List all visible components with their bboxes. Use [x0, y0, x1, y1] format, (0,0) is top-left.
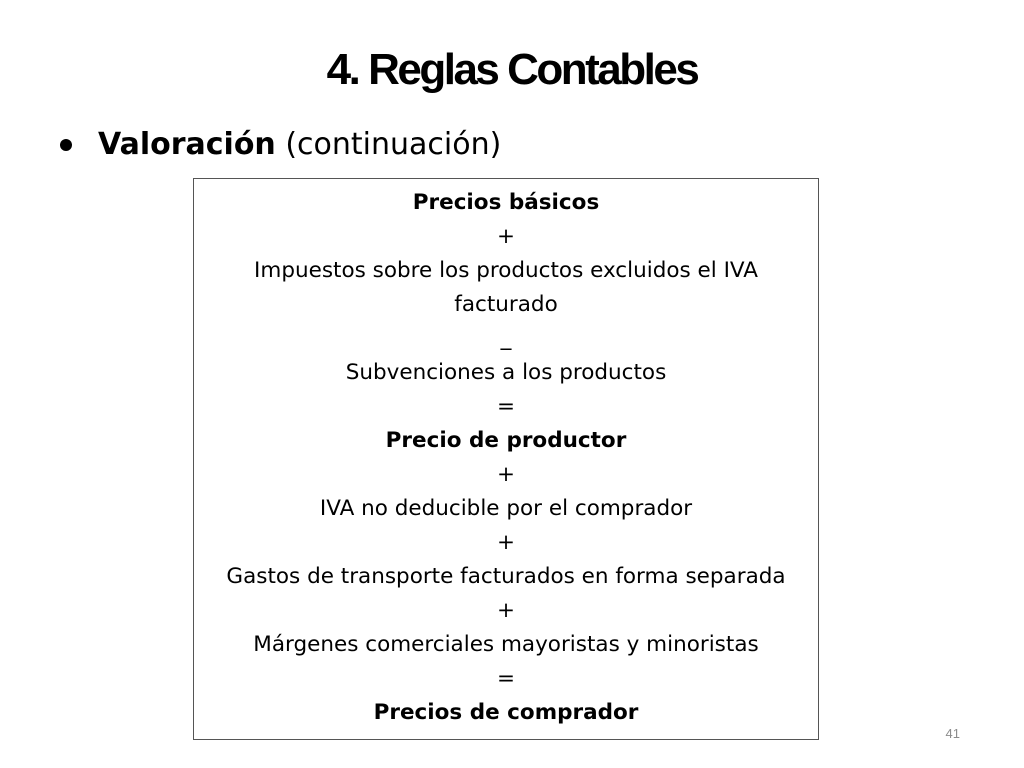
formula-operator: =: [496, 666, 515, 691]
bullet-item: [60, 120, 501, 170]
slide-title: 4. Reglas Contables: [326, 45, 698, 94]
formula-line: Precios básicos: [412, 190, 600, 215]
formula-operator: +: [496, 224, 515, 249]
formula-line: Precios de comprador: [373, 700, 639, 725]
formula-operator: +: [496, 530, 515, 555]
bullet-rest-text: (continuación): [285, 127, 502, 162]
bullet-dot-icon: [60, 139, 72, 151]
formula-line: Precio de productor: [385, 428, 627, 453]
formula-line: Subvenciones a los productos: [345, 360, 667, 385]
formula-line: facturado: [454, 292, 558, 317]
formula-operator: =: [496, 394, 515, 419]
formula-line: Gastos de transporte facturados en forma separada: [226, 564, 786, 589]
formula-operator: +: [496, 598, 515, 623]
bullet-space: [276, 120, 286, 170]
formula-line: Márgenes comerciales mayoristas y minoristas: [253, 632, 759, 657]
bullet-strong-text: Valoración: [98, 127, 276, 162]
formula-line: Impuestos sobre los productos excluidos el IVA: [254, 258, 758, 283]
formula-operator: +: [496, 462, 515, 487]
formula-operator: _: [500, 326, 512, 351]
valuation-formula-box: [193, 178, 819, 740]
page-number: 41: [945, 726, 960, 741]
formula-line: IVA no deducible por el comprador: [319, 496, 693, 521]
